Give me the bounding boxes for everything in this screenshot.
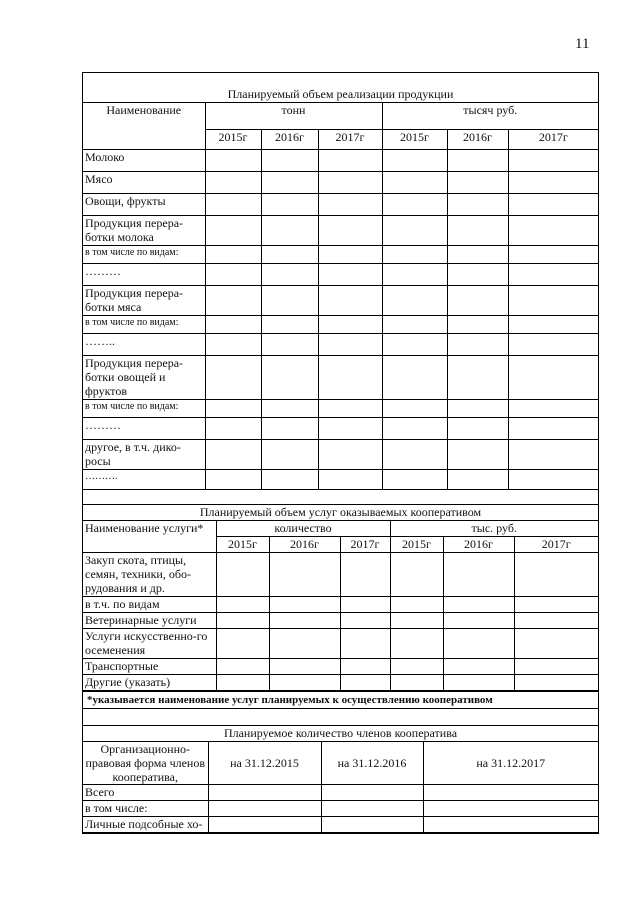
- products-section-title: Планируемый объем реализации продукции: [83, 87, 598, 103]
- services-table: [83, 521, 598, 692]
- product-row-label: ………: [83, 417, 205, 439]
- members-row-label: Личные подсобные хо-: [83, 817, 208, 833]
- services-footnote: *указывается наименование услуг планируемых к осуществлению кооперативом: [83, 691, 598, 709]
- service-row-label: Закуп скота, птицы, семян, техники, обо-рудования и др.: [83, 553, 216, 597]
- product-row-label: Продукция перера-ботки мяса: [83, 285, 205, 315]
- product-row-label: Продукция перера-ботки молока: [83, 215, 205, 245]
- planning-form: [82, 72, 599, 834]
- products-header-rub: тысяч руб.: [382, 103, 598, 129]
- members-row-label: Всего: [83, 785, 208, 801]
- members-table: [83, 742, 598, 833]
- year-header: 2016г: [269, 537, 340, 553]
- year-header: 2017г: [508, 129, 598, 149]
- service-row-label: Ветеринарные услуги: [83, 613, 216, 629]
- service-row-label: Услуги искусственно-го осеменения: [83, 629, 216, 659]
- members-date-header: на 31.12.2016: [321, 742, 423, 785]
- services-header-rub: тыс. руб.: [390, 521, 598, 537]
- service-row-label: Транспортные: [83, 659, 216, 675]
- services-section-title: Планируемый объем услуг оказываемых кооперативом: [83, 504, 598, 521]
- members-row-label: в том числе:: [83, 801, 208, 817]
- members-date-header: на 31.12.2017: [423, 742, 598, 785]
- product-row-label: в том числе по видам:: [83, 315, 205, 333]
- product-row-label: Овощи, фрукты: [83, 193, 205, 215]
- year-header: 2016г: [443, 537, 514, 553]
- product-row-label: другое, в т.ч. дико-росы: [83, 439, 205, 469]
- product-row-label: ………: [83, 263, 205, 285]
- members-header-form: Организационно-правовая форма членов кооператива,: [83, 742, 208, 785]
- year-header: 2016г: [447, 129, 508, 149]
- product-row-label: Мясо: [83, 171, 205, 193]
- products-table: [83, 103, 598, 490]
- product-row-label: Молоко: [83, 149, 205, 171]
- members-section-title: Планируемое количество членов кооператива: [83, 725, 598, 742]
- year-header: 2017г: [318, 129, 382, 149]
- services-header-qty: количество: [216, 521, 390, 537]
- product-row-label: ……….: [83, 469, 205, 489]
- product-row-label: в том числе по видам:: [83, 399, 205, 417]
- year-header: 2016г: [261, 129, 318, 149]
- year-header: 2017г: [340, 537, 390, 553]
- services-header-name: Наименование услуги*: [83, 521, 216, 553]
- products-header-tons: тонн: [205, 103, 382, 129]
- year-header: 2015г: [390, 537, 443, 553]
- product-row-label: в том числе по видам:: [83, 245, 205, 263]
- service-row-label: Другие (указать): [83, 675, 216, 691]
- year-header: 2015г: [216, 537, 269, 553]
- product-row-label: Продукция перера-ботки овощей и фруктов: [83, 355, 205, 399]
- service-row-label: в т.ч. по видам: [83, 597, 216, 613]
- year-header: 2015г: [382, 129, 447, 149]
- year-header: 2015г: [205, 129, 261, 149]
- year-header: 2017г: [514, 537, 598, 553]
- product-row-label: ……..: [83, 333, 205, 355]
- products-header-name: Наименование: [83, 103, 205, 149]
- members-date-header: на 31.12.2015: [208, 742, 321, 785]
- page-number: 11: [575, 36, 590, 52]
